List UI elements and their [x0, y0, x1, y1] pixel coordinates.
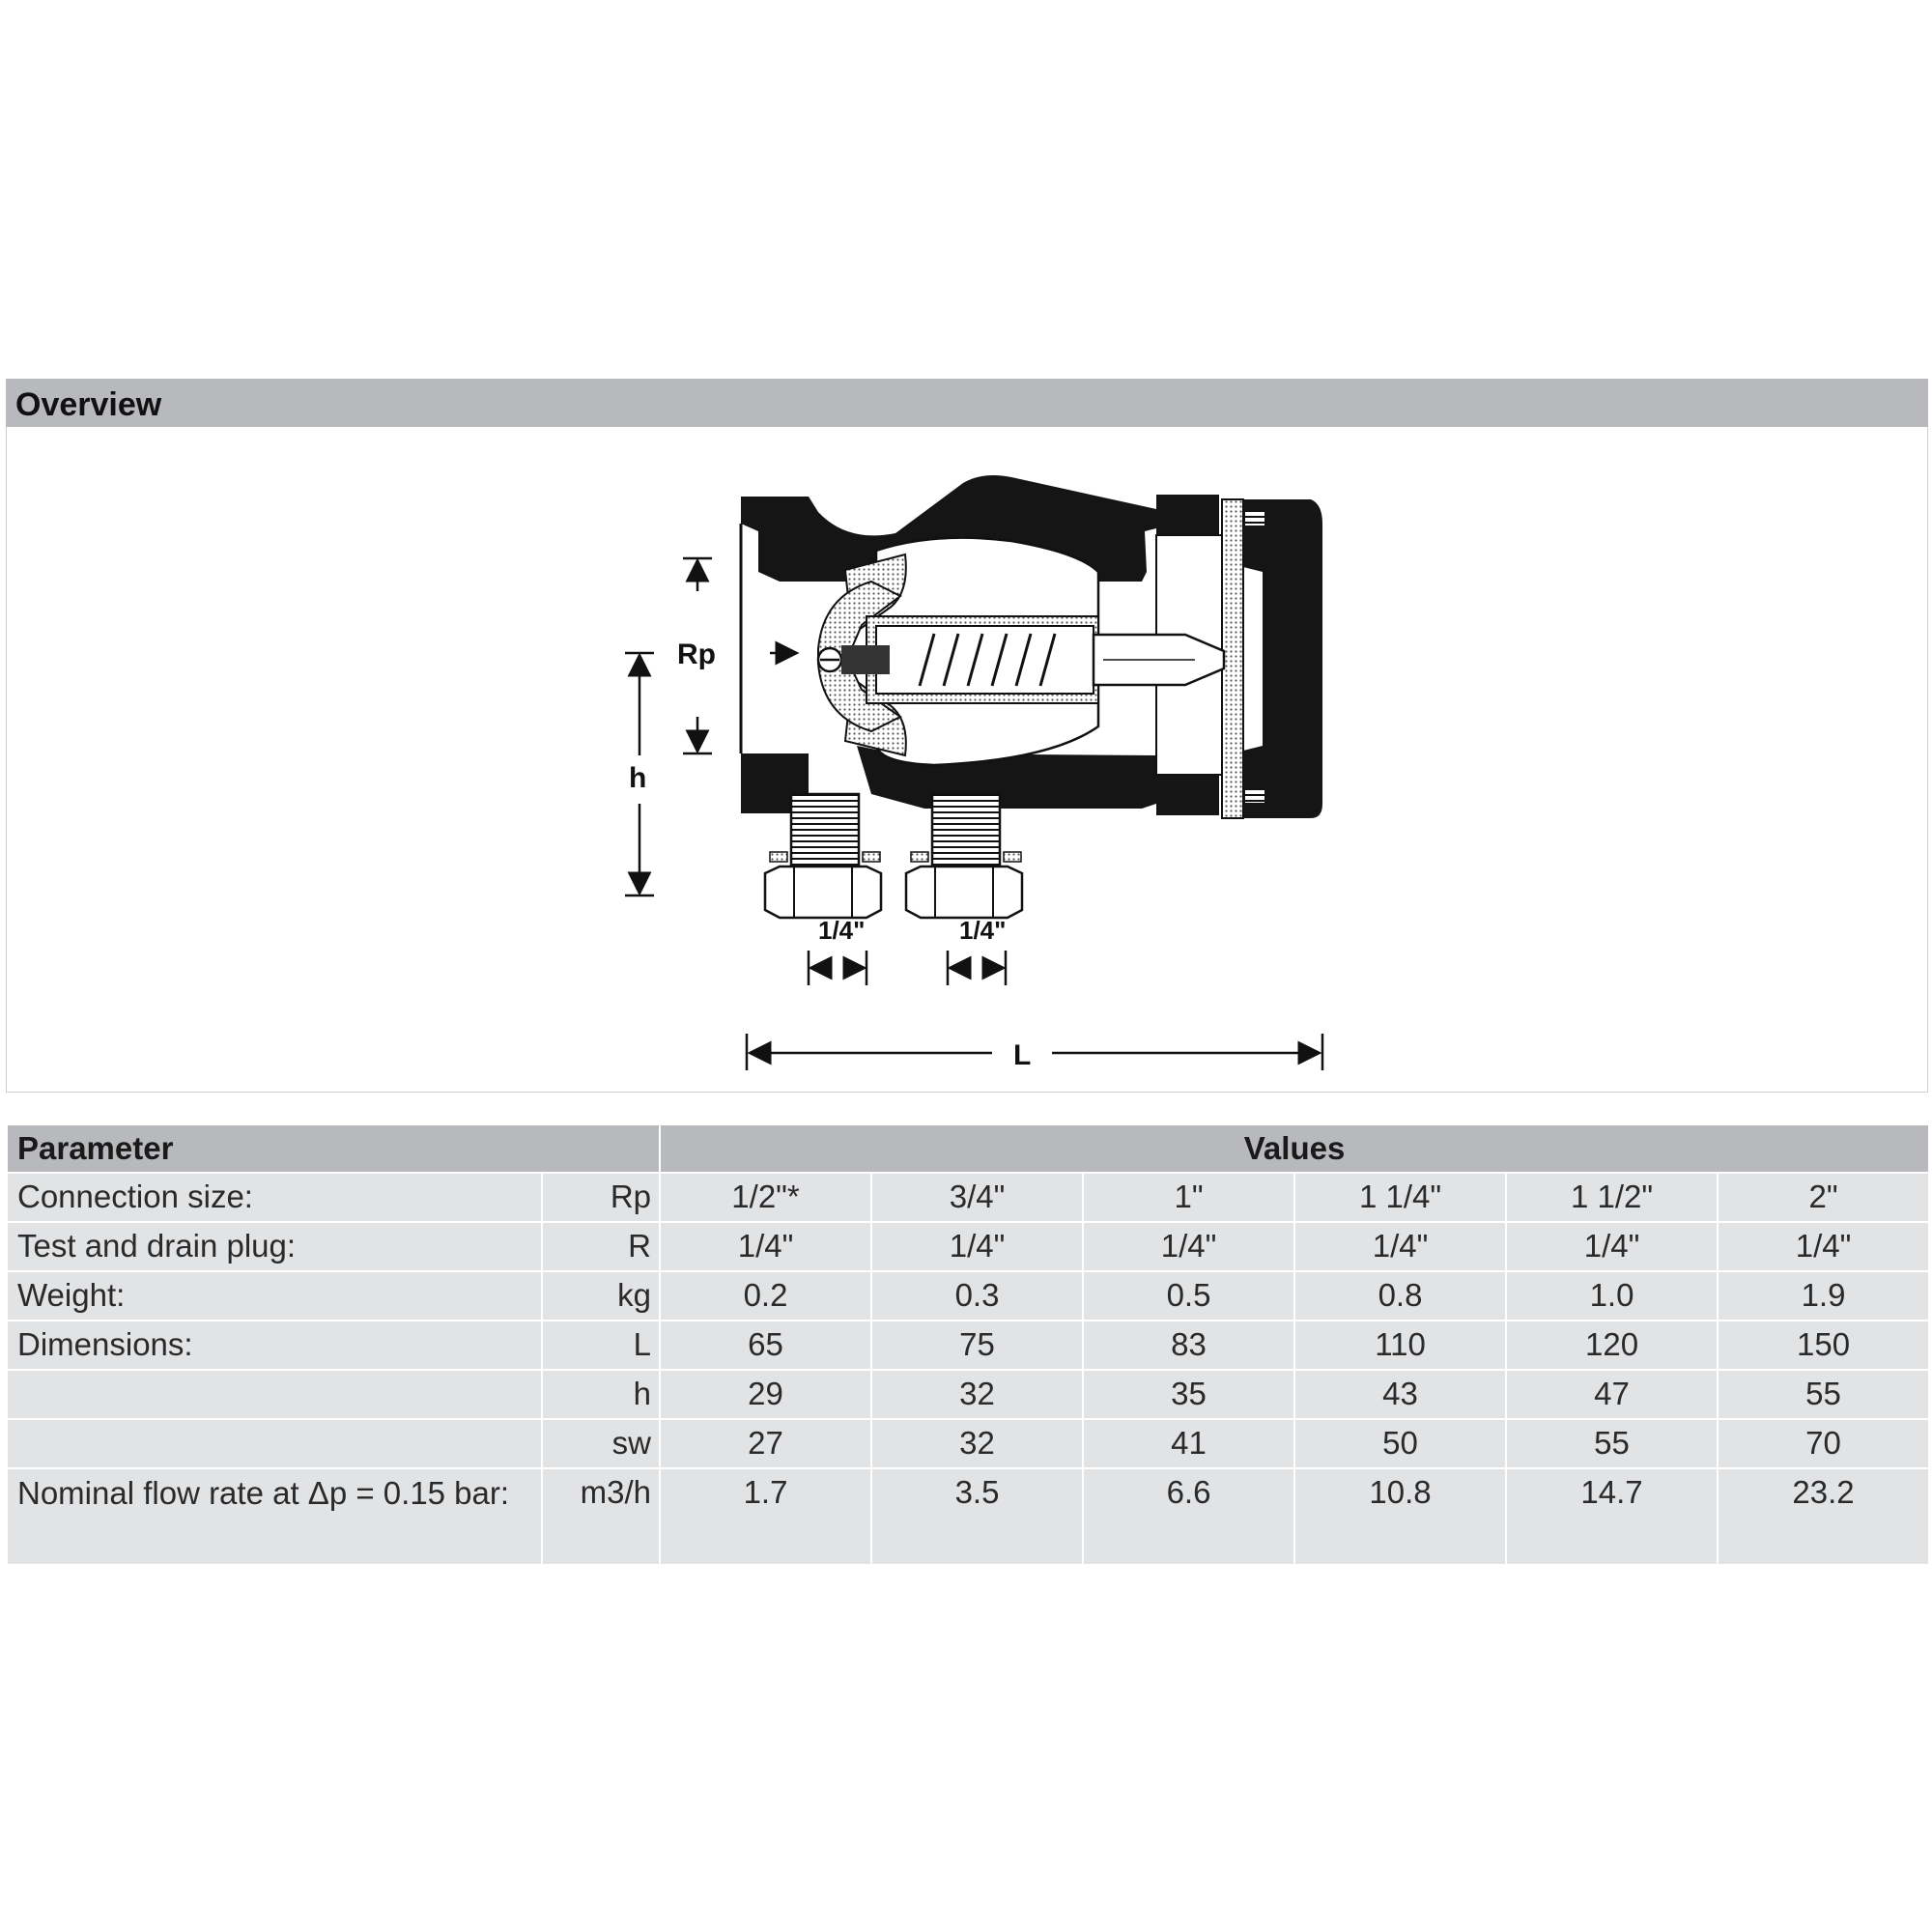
table-cell: 0.8	[1294, 1271, 1506, 1321]
table-cell: 10.8	[1294, 1468, 1506, 1565]
label-quarter-left: 1/4"	[818, 916, 866, 945]
table-cell: 32	[871, 1419, 1083, 1468]
table-cell: 1.7	[660, 1468, 871, 1565]
table-cell: 29	[660, 1370, 871, 1419]
overview-header	[6, 379, 1928, 427]
table-cell: 47	[1506, 1370, 1718, 1419]
row-unit: R	[542, 1222, 660, 1271]
label-l: L	[1013, 1039, 1032, 1071]
row-unit: Rp	[542, 1173, 660, 1222]
row-label: Dimensions:	[7, 1321, 542, 1370]
header-parameter: Parameter	[7, 1124, 660, 1173]
table-cell: 3.5	[871, 1468, 1083, 1565]
row-unit: sw	[542, 1419, 660, 1468]
table-row	[7, 1321, 1929, 1370]
row-unit: m3/h	[542, 1468, 660, 1565]
dimension-l	[747, 1034, 1322, 1070]
row-label: Weight:	[7, 1271, 542, 1321]
label-quarter-right: 1/4"	[959, 916, 1007, 945]
table-cell: 1.9	[1718, 1271, 1929, 1321]
table-cell: 43	[1294, 1370, 1506, 1419]
table-cell: 35	[1083, 1370, 1294, 1419]
overview-title: Overview	[15, 386, 162, 423]
table-cell: 1/4"	[660, 1222, 871, 1271]
table-cell: 6.6	[1083, 1468, 1294, 1565]
row-label	[7, 1419, 542, 1468]
table-row	[7, 1173, 1929, 1222]
table-cell: 1/4"	[871, 1222, 1083, 1271]
dimension-quarter-left	[809, 951, 867, 985]
table-cell: 23.2	[1718, 1468, 1929, 1565]
row-unit: h	[542, 1370, 660, 1419]
table-cell: 1 1/2"	[1506, 1173, 1718, 1222]
table-cell: 0.2	[660, 1271, 871, 1321]
table-row	[7, 1222, 1929, 1271]
valve-cross-section-drawing	[7, 427, 1927, 1092]
row-label: Connection size:	[7, 1173, 542, 1222]
label-rp: Rp	[677, 639, 716, 670]
table-cell: 120	[1506, 1321, 1718, 1370]
row-label: Test and drain plug:	[7, 1222, 542, 1271]
table-cell: 110	[1294, 1321, 1506, 1370]
dimension-quarter-right	[948, 951, 1006, 985]
table-cell: 0.3	[871, 1271, 1083, 1321]
table-cell: 83	[1083, 1321, 1294, 1370]
table-cell: 50	[1294, 1419, 1506, 1468]
table-cell: 55	[1718, 1370, 1929, 1419]
row-label	[7, 1370, 542, 1419]
table-cell: 1/4"	[1506, 1222, 1718, 1271]
table-row	[7, 1370, 1929, 1419]
table-cell: 150	[1718, 1321, 1929, 1370]
table-cell: 55	[1506, 1419, 1718, 1468]
table-cell: 0.5	[1083, 1271, 1294, 1321]
table-cell: 27	[660, 1419, 871, 1468]
header-values: Values	[660, 1124, 1929, 1173]
row-unit: L	[542, 1321, 660, 1370]
table-cell: 1/4"	[1083, 1222, 1294, 1271]
table-cell: 14.7	[1506, 1468, 1718, 1565]
table-cell: 75	[871, 1321, 1083, 1370]
table-cell: 3/4"	[871, 1173, 1083, 1222]
table-cell: 1.0	[1506, 1271, 1718, 1321]
table-cell: 1/2"*	[660, 1173, 871, 1222]
table-cell: 65	[660, 1321, 871, 1370]
test-plug-right	[906, 794, 1022, 918]
overview-drawing-panel	[6, 427, 1928, 1093]
table-row	[7, 1271, 1929, 1321]
table-cell: 70	[1718, 1419, 1929, 1468]
table-cell: 1/4"	[1718, 1222, 1929, 1271]
table-cell: 2"	[1718, 1173, 1929, 1222]
row-label: Nominal flow rate at Δp = 0.15 bar:	[7, 1468, 542, 1565]
table-cell: 41	[1083, 1419, 1294, 1468]
specifications-table	[6, 1123, 1930, 1566]
label-h: h	[629, 762, 647, 794]
row-unit: kg	[542, 1271, 660, 1321]
table-cell: 1"	[1083, 1173, 1294, 1222]
table-row	[7, 1419, 1929, 1468]
table-cell: 1 1/4"	[1294, 1173, 1506, 1222]
table-header-row	[7, 1124, 1929, 1173]
table-cell: 32	[871, 1370, 1083, 1419]
table-cell: 1/4"	[1294, 1222, 1506, 1271]
table-row	[7, 1468, 1929, 1565]
